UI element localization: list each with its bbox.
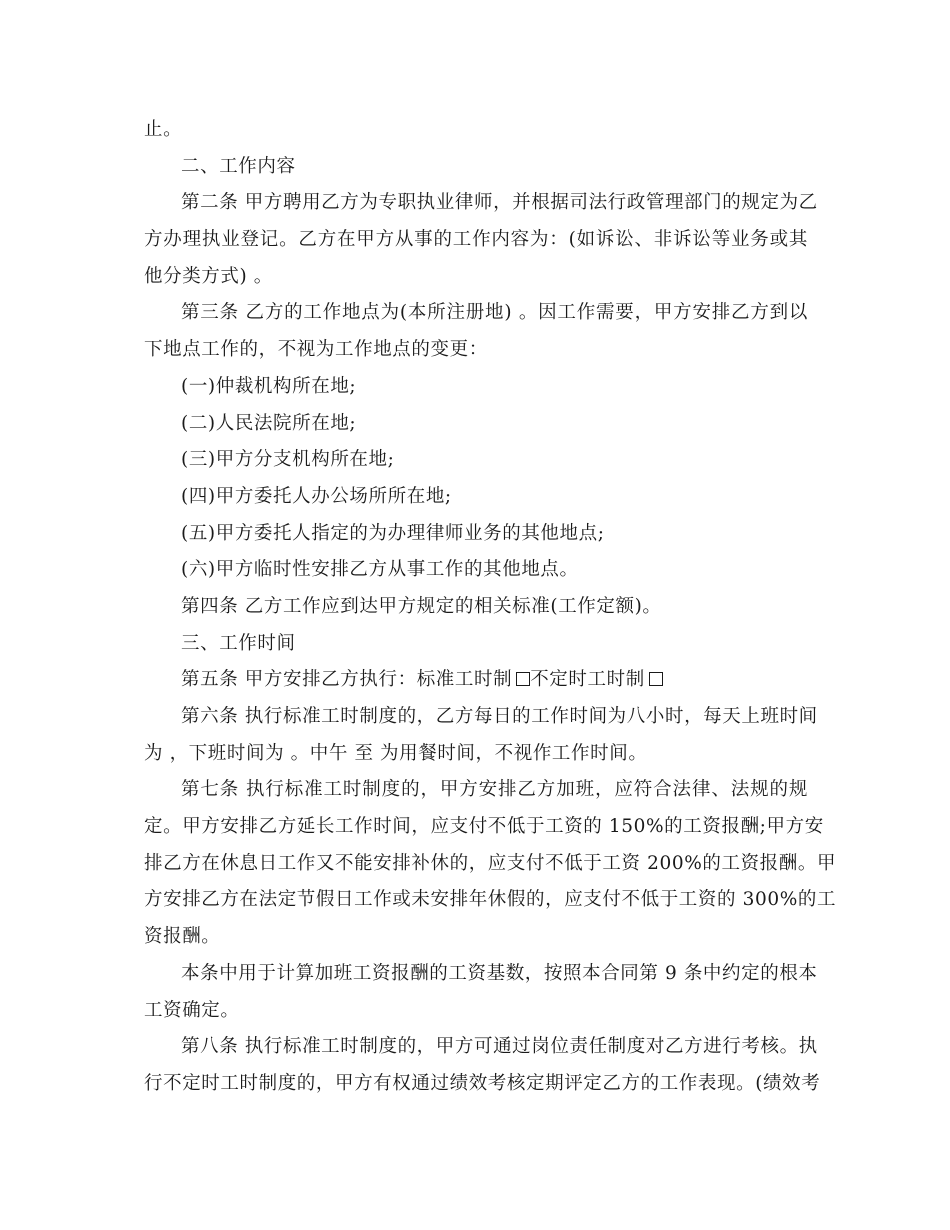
checkbox-standard-hours[interactable] xyxy=(516,672,530,686)
text-line: 第二条 甲方聘用乙方为专职执业律师，并根据司法行政管理部门的规定为乙 xyxy=(181,192,818,214)
list-item: (六)甲方临时性安排乙方从事工作的其他地点。 xyxy=(181,559,579,581)
option-flexible-hours: 不定时工时制 xyxy=(530,669,645,691)
text-line: 资报酬。 xyxy=(144,926,221,948)
list-item: (三)甲方分支机构所在地; xyxy=(181,449,395,471)
text-line: 第八条 执行标准工时制度的，甲方可通过岗位责任制度对乙方进行考核。执 xyxy=(181,1036,818,1058)
text-line: 行不定时工时制度的，甲方有权通过绩效考核定期评定乙方的工作表现。(绩效考 xyxy=(144,1072,821,1094)
list-item: (二)人民法院所在地; xyxy=(181,412,357,434)
option-standard-hours: 标准工时制 xyxy=(416,669,513,691)
text-line: 定。甲方安排乙方延长工作时间，应支付不低于工资的 150%的工资报酬;甲方安 xyxy=(144,816,824,838)
text-line: 方办理执业登记。乙方在甲方从事的工作内容为：(如诉讼、非诉讼等业务或其 xyxy=(144,229,808,251)
text-line: 排乙方在休息日工作又不能安排补休的，应支付不低于工资 200%的工资报酬。甲 xyxy=(144,852,837,874)
document-page xyxy=(144,112,837,1103)
text-line: 他分类方式) 。 xyxy=(144,265,273,287)
text-line: 第四条 乙方工作应到达甲方规定的相关标准(工作定额)。 xyxy=(181,595,662,617)
text-line: 第三条 乙方的工作地点为(本所注册地) 。因工作需要，甲方安排乙方到以 xyxy=(181,302,808,324)
text-line: 为 ，下班时间为 。中午 至 为用餐时间，不视作工作时间。 xyxy=(144,742,648,764)
text-line: 方安排乙方在法定节假日工作或未安排年休假的，应支付不低于工资的 300%的工 xyxy=(144,889,837,911)
list-item: (一)仲裁机构所在地; xyxy=(181,375,357,397)
section-heading: 二、工作内容 xyxy=(181,155,296,177)
list-item: (五)甲方委托人指定的为办理律师业务的其他地点; xyxy=(181,522,605,544)
article-5-prefix: 第五条 甲方安排乙方执行： xyxy=(181,669,417,691)
article-5-line xyxy=(144,662,808,699)
text-line: 止。 xyxy=(144,119,183,140)
text-line: 下地点工作的，不视为工作地点的变更： xyxy=(144,339,488,361)
text-line: 第六条 执行标准工时制度的，乙方每日的工作时间为八小时，每天上班时间 xyxy=(181,706,818,727)
text-line: 工资确定。 xyxy=(144,999,240,1021)
list-item: (四)甲方委托人办公场所所在地; xyxy=(181,485,452,507)
text-line: 第七条 执行标准工时制度的，甲方安排乙方加班，应符合法律、法规的规 xyxy=(181,779,808,801)
text-line: 本条中用于计算加班工资报酬的工资基数，按照本合同第 9 条中约定的根本 xyxy=(181,962,818,984)
section-heading: 三、工作时间 xyxy=(181,632,296,654)
checkbox-flexible-hours[interactable] xyxy=(649,672,663,686)
